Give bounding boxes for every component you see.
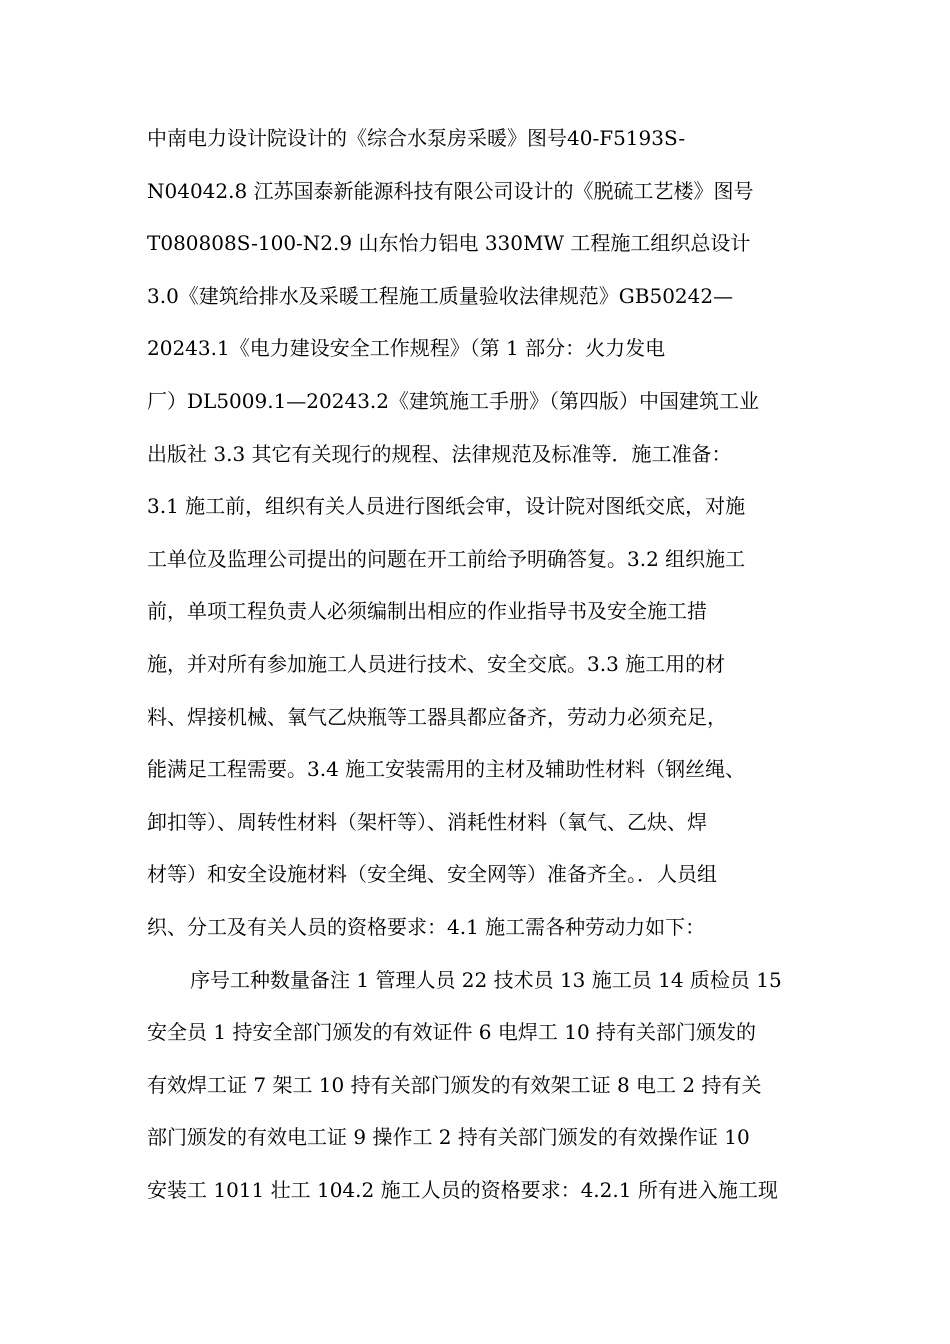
text-line: 料、焊接机械、氧气乙炔瓶等工器具都应备齐，劳动力必须充足， xyxy=(147,704,727,729)
text-line: 安装工 1011 壮工 104.2 施工人员的资格要求：4.2.1 所有进入施工现 xyxy=(147,1177,778,1202)
text-line-indented: 序号工种数量备注 1 管理人员 22 技术员 13 施工员 14 质检员 15 xyxy=(190,967,782,992)
text-line: 20243.1《电力建设安全工作规程》（第 1 部分：火力发电 xyxy=(147,336,666,361)
text-line: 织、分工及有关人员的资格要求：4.1 施工需各种劳动力如下： xyxy=(147,914,706,939)
text-line: 有效焊工证 7 架工 10 持有关部门颁发的有效架工证 8 电工 2 持有关 xyxy=(147,1072,762,1097)
text-line: 厂）DL5009.1—20243.2《建筑施工手册》（第四版）中国建筑工业 xyxy=(147,388,760,413)
text-line: 施，并对所有参加施工人员进行技术、安全交底。3.3 施工用的材 xyxy=(147,651,726,676)
text-line: T080808S-100-N2.9 山东怡力铝电 330MW 工程施工组织总设计 xyxy=(147,231,751,256)
text-line: 3.0《建筑给排水及采暖工程施工质量验收法律规范》GB50242— xyxy=(147,283,734,308)
text-line: 卸扣等）、周转性材料（架杆等）、消耗性材料（氧气、乙炔、焊 xyxy=(147,809,707,834)
text-line: 前，单项工程负责人必须编制出相应的作业指导书及安全施工措 xyxy=(147,599,707,624)
text-line: 出版社 3.3 其它有关现行的规程、法律规范及标准等．施工准备： xyxy=(147,441,732,466)
text-line: 中南电力设计院设计的《综合水泵房采暖》图号40-F5193S- xyxy=(147,126,686,150)
text-line: 工单位及监理公司提出的问题在开工前给予明确答复。3.2 组织施工 xyxy=(147,546,746,571)
body-text xyxy=(147,118,807,1222)
text-line: 能满足工程需要。3.4 施工安装需用的主材及辅助性材料（钢丝绳、 xyxy=(147,757,746,782)
text-line: N04042.8 江苏国泰新能源科技有限公司设计的《脱硫工艺楼》图号 xyxy=(147,178,754,203)
text-line: 部门颁发的有效电工证 9 操作工 2 持有关部门颁发的有效操作证 10 xyxy=(147,1125,750,1150)
text-line: 材等）和安全设施材料（安全绳、安全网等）准备齐全。．人员组 xyxy=(147,862,717,887)
text-line: 安全员 1 持安全部门颁发的有效证件 6 电焊工 10 持有关部门颁发的 xyxy=(147,1020,757,1045)
text-line: 3.1 施工前，组织有关人员进行图纸会审，设计院对图纸交底，对施 xyxy=(147,494,746,519)
